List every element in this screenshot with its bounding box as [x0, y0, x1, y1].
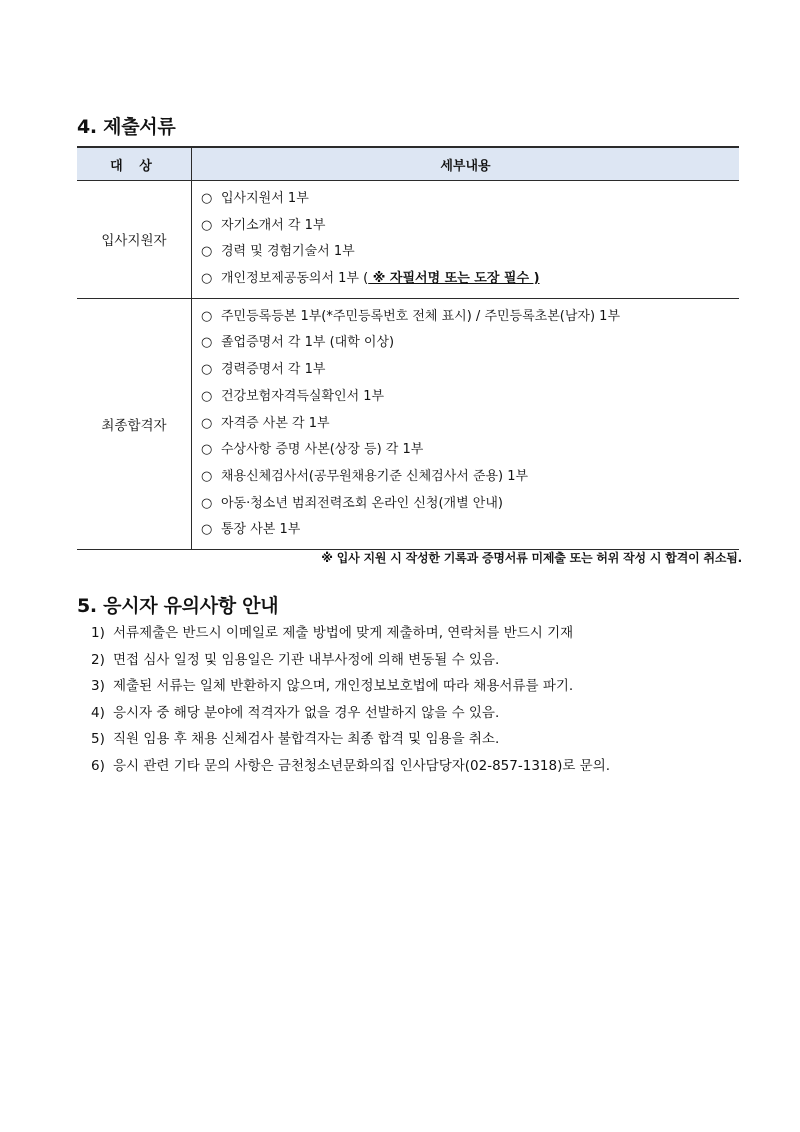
- header-details: 세부내용: [192, 147, 740, 181]
- list-item: ○ 경력증명서 각 1부: [201, 357, 739, 384]
- circle-bullet-icon: ○: [201, 244, 213, 260]
- circle-bullet-icon: ○: [201, 388, 213, 404]
- table-row-final-passer: [77, 298, 739, 549]
- section-4-title: 4. 제출서류: [77, 116, 176, 138]
- list-item: ○ 주민등록등본 1부(*주민등록번호 전체 표시) / 주민등록초본(남자) 1부: [201, 304, 739, 331]
- list-item: ○ 채용신체검사서(공무원채용기준 신체검사서 준용) 1부: [201, 464, 739, 491]
- circle-bullet-icon: ○: [201, 191, 213, 206]
- list-item: 5) 직원 임용 후 채용 신체검사 불합격자는 최종 합격 및 임용을 취소.: [91, 731, 500, 747]
- list-item: 3) 제출된 서류는 일체 반환하지 않으며, 개인정보보호법에 따라 채용서류를 파기.: [91, 678, 574, 694]
- list-item: 2) 면접 심사 일정 및 임용일은 기관 내부사정에 의해 변동될 수 있음.: [91, 651, 500, 668]
- signature-required-note: ※ 자필서명 또는 도장 필수 ): [368, 271, 540, 287]
- row-details-applicant: [192, 181, 740, 299]
- list-item: 6) 응시 관련 기타 문의 사항은 금천청소년문화의집 인사담당자(02-857-1318)로 문의.: [91, 757, 611, 774]
- circle-bullet-icon: ○: [201, 335, 213, 351]
- list-item: ○ 자격증 사본 각 1부: [201, 411, 739, 438]
- list-item: 1) 서류제출은 반드시 이메일로 제출 방법에 맞게 제출하며, 연락처를 반드시 기재: [91, 625, 574, 641]
- circle-bullet-icon: ○: [201, 362, 213, 378]
- applicant-notice-list: [91, 620, 610, 779]
- submission-documents-table: [77, 146, 739, 550]
- list-item: ○ 입사지원서 1부: [201, 186, 739, 213]
- list-item: ○ 개인정보제공동의서 1부 ( ※ 자필서명 또는 도장 필수 ): [201, 266, 739, 293]
- circle-bullet-icon: ○: [201, 468, 213, 484]
- header-target: 대 상: [77, 147, 192, 181]
- list-item: ○ 경력 및 경험기술서 1부: [201, 239, 739, 266]
- circle-bullet-icon: ○: [201, 495, 213, 511]
- list-item: ○ 아동·청소년 범죄전력조회 온라인 신청(개별 안내): [201, 491, 739, 518]
- list-item: 4) 응시자 중 해당 분야에 적격자가 없을 경우 선발하지 않을 수 있음.: [91, 704, 500, 721]
- list-item: ○ 수상사항 증명 사본(상장 등) 각 1부: [201, 437, 739, 464]
- circle-bullet-icon: ○: [201, 522, 213, 538]
- applicant-documents-list: [192, 181, 739, 298]
- list-item: ○ 자기소개서 각 1부: [201, 213, 739, 240]
- row-target-applicant: 입사지원자: [77, 181, 192, 299]
- circle-bullet-icon: ○: [201, 308, 213, 324]
- circle-bullet-icon: ○: [201, 415, 213, 431]
- table-row-applicant: [77, 181, 739, 299]
- row-target-final-passer: 최종합격자: [77, 298, 192, 549]
- list-item: ○ 건강보험자격득실확인서 1부: [201, 384, 739, 411]
- circle-bullet-icon: ○: [201, 271, 213, 287]
- table-header-row: [77, 147, 739, 181]
- row-details-final-passer: [192, 298, 740, 549]
- cancellation-note: ※ 입사 지원 시 작성한 기록과 증명서류 미제출 또는 허위 작성 시 합격이 취소됨.: [321, 551, 742, 565]
- list-item: ○ 졸업증명서 각 1부 (대학 이상): [201, 330, 739, 357]
- circle-bullet-icon: ○: [201, 217, 213, 233]
- list-item: ○ 통장 사본 1부: [201, 517, 739, 544]
- final-passer-documents-list: [192, 299, 739, 549]
- section-5-title: 5. 응시자 유의사항 안내: [77, 595, 279, 617]
- circle-bullet-icon: ○: [201, 442, 213, 458]
